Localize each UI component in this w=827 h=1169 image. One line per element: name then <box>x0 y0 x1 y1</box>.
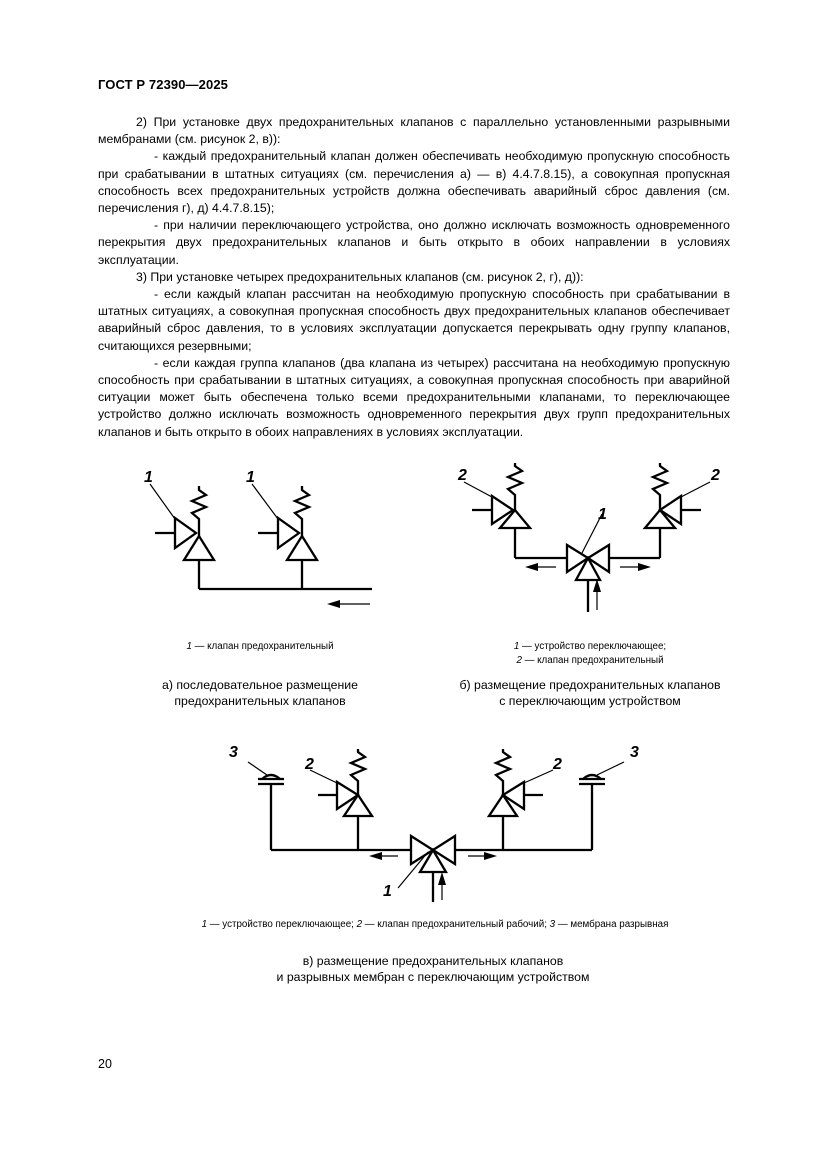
rupture-membrane-symbol <box>579 762 624 850</box>
page-number: 20 <box>98 1057 112 1071</box>
paragraph: 3) При установке четырех предохранительных клапанов (см. рисунок 2, г), д)): <box>136 269 584 284</box>
figure-label: 2 <box>458 467 467 484</box>
legend-text: — клапан предохранительный рабочий; <box>362 919 550 930</box>
figure-label: 3 <box>229 744 238 761</box>
figure-label: 3 <box>630 744 639 761</box>
caption-line: предохранительных клапанов <box>174 694 346 708</box>
figure-label: 2 <box>711 467 720 484</box>
legend-text: — устройство переключающее; <box>207 919 357 930</box>
caption-line: и разрывных мембран с переключающим устройством <box>276 970 590 984</box>
legend-number: 2 <box>516 655 522 666</box>
legend-number: 1 <box>513 641 520 652</box>
legend-text: — клапан предохранительный <box>191 641 334 652</box>
legend-number: 1 <box>186 641 192 652</box>
figure-label: 1 <box>144 469 153 486</box>
list-item: - каждый предохранительный клапан должен обеспечивать необходимую пропускную способность при срабатывании в штатных ситуациях (см. перечисления а) — в) 4.4.7.8.15), а совокупная пропускная способность всех предохранительных устройств должна обеспечивать аварийный сброс давления (см. перечисления г), д) 4.4.7.8.15); <box>98 149 730 216</box>
figure-label: 1 <box>598 506 607 523</box>
inlet-flow-arrow <box>433 872 446 902</box>
paragraph: 2) При установке двух предохранительных клапанов с параллельно установленными разрывными мембранами (см. рисунок 2, в)): <box>98 115 730 147</box>
flow-arrow-left <box>369 852 398 860</box>
list-item: - если каждая группа клапанов (два клапана из четырех) рассчитана на необходимую пропускную способность при срабатывании в штатных ситуациях, а совокупная пропускная способность при аварийной ситуации может быть обеспечена только всеми предохранительными клапанами, то переключающее устройство должно исключать возможность одновременного перекрытия двух групп предохранительных клапанов и быть открыто в обоих направлениях в условиях эксплуатации. <box>98 355 730 439</box>
safety-valve-symbol <box>489 749 553 850</box>
document-header: ГОСТ Р 72390—2025 <box>98 77 228 92</box>
list-item: - при наличии переключающего устройства, оно должно исключать возможность одновременного перекрытия двух предохранительных клапанов и быть открыто в обоих направлении в условиях эксплуатации. <box>98 218 730 267</box>
figure-label: 1 <box>246 469 255 486</box>
rupture-membrane-symbol <box>248 762 284 850</box>
legend-number: 1 <box>201 919 208 930</box>
flow-arrow-right <box>468 852 497 860</box>
switching-device-symbol <box>271 836 592 888</box>
safety-valve-symbol <box>310 749 372 850</box>
caption-line: с переключающим устройством <box>499 694 681 708</box>
legend-text: — устройство переключающее; <box>519 641 667 652</box>
figure-c-caption <box>233 953 633 985</box>
figure-label: 2 <box>553 756 562 773</box>
figure-label: 1 <box>383 883 392 900</box>
legend-number: 3 <box>549 919 556 930</box>
caption-line: в) размещение предохранительных клапанов <box>302 954 564 968</box>
legend-text: — клапан предохранительный <box>521 655 664 666</box>
caption-line: а) последовательное размещение <box>162 678 358 692</box>
list-item: - если каждый клапан рассчитан на необходимую пропускную способность при срабатывании в штатных ситуациях, а совокупная пропускная способность двух предохранительных клапанов обеспечивает аварийный сброс давления, то в условиях эксплуатации допускается перекрывать одну группу клапанов, считающихся резервными; <box>98 287 730 353</box>
figure-label: 2 <box>305 756 314 773</box>
figure-c-legend <box>120 918 750 932</box>
legend-text: — мембрана разрывная <box>555 919 669 930</box>
caption-line: б) размещение предохранительных клапанов <box>459 678 721 692</box>
legend-number: 2 <box>356 919 363 930</box>
